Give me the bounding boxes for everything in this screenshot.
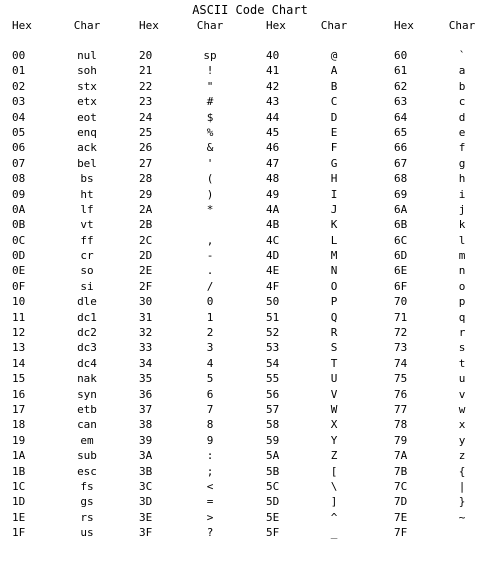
hex-cell: 34 xyxy=(139,356,153,370)
header-hex-3: Hex xyxy=(266,19,286,32)
hex-cell: 38 xyxy=(139,418,153,432)
hex-cell: 0F xyxy=(12,279,26,293)
char-cell: ' xyxy=(206,156,214,170)
hex-cell: 40 xyxy=(266,49,280,62)
char-cell: 2 xyxy=(206,326,214,340)
hex-cell: 5B xyxy=(266,464,280,478)
char-cell: % xyxy=(206,125,214,139)
hex-cell: 46 xyxy=(266,141,280,155)
char-cell: F xyxy=(330,141,338,155)
hex-cell: 33 xyxy=(139,341,153,355)
char-cell: g xyxy=(458,156,466,170)
hex-cell: 52 xyxy=(266,326,280,340)
hex-cell: 36 xyxy=(139,387,153,401)
char-cell: dle xyxy=(77,295,97,309)
hex-cell: 64 xyxy=(394,110,408,124)
char-cell: ; xyxy=(206,464,214,478)
char-cell: H xyxy=(330,172,338,186)
char-cell: ? xyxy=(206,526,214,540)
hex-cell: 4D xyxy=(266,249,280,263)
char-cell: l xyxy=(458,233,466,247)
char-cell: dc2 xyxy=(77,326,97,340)
char-cell: sub xyxy=(77,449,97,463)
table-row xyxy=(0,279,482,294)
hex-cell: 5A xyxy=(266,449,280,463)
char-cell: } xyxy=(458,495,466,509)
char-cell: * xyxy=(206,202,214,216)
char-cell: \ xyxy=(330,479,338,493)
table-row xyxy=(0,294,482,309)
hex-cell: 1A xyxy=(12,449,26,463)
hex-cell: 45 xyxy=(266,125,280,139)
table-row xyxy=(0,110,482,125)
hex-cell: 1D xyxy=(12,495,26,509)
table-header-row xyxy=(0,18,482,34)
char-cell: D xyxy=(330,110,338,124)
hex-cell: 58 xyxy=(266,418,280,432)
char-cell: P xyxy=(330,295,338,309)
hex-cell: 3F xyxy=(139,526,153,540)
hex-cell: 14 xyxy=(12,356,26,370)
char-cell: { xyxy=(458,464,466,478)
char-cell: ! xyxy=(206,64,214,78)
hex-cell: 13 xyxy=(12,341,26,355)
hex-cell: 31 xyxy=(139,310,153,324)
hex-cell: 3A xyxy=(139,449,153,463)
hex-cell: 04 xyxy=(12,110,26,124)
char-cell: J xyxy=(330,202,338,216)
char-cell: M xyxy=(330,249,338,263)
table-row xyxy=(0,48,482,63)
hex-cell: 30 xyxy=(139,295,153,309)
table-row xyxy=(0,448,482,463)
header-char-2: Char xyxy=(196,19,224,32)
hex-cell: 54 xyxy=(266,356,280,370)
hex-cell: 15 xyxy=(12,372,26,386)
hex-cell: 48 xyxy=(266,172,280,186)
hex-cell: 1C xyxy=(12,479,26,493)
char-cell: . xyxy=(206,264,214,278)
hex-cell: 42 xyxy=(266,79,280,93)
hex-cell: 3B xyxy=(139,464,153,478)
hex-cell: 16 xyxy=(12,387,26,401)
char-cell: a xyxy=(458,64,466,78)
hex-cell: 59 xyxy=(266,433,280,447)
hex-cell: 4F xyxy=(266,279,280,293)
hex-cell: 20 xyxy=(139,49,153,62)
hex-cell: 0E xyxy=(12,264,26,278)
char-cell: E xyxy=(330,125,338,139)
table-body xyxy=(0,48,482,541)
hex-cell: 77 xyxy=(394,402,408,416)
char-cell: / xyxy=(206,279,214,293)
char-cell: p xyxy=(458,295,466,309)
char-cell: ( xyxy=(206,172,214,186)
char-cell: bs xyxy=(80,172,94,186)
char-cell: Y xyxy=(330,433,338,447)
char-cell: 6 xyxy=(206,387,214,401)
hex-cell: 2F xyxy=(139,279,153,293)
hex-cell: 7A xyxy=(394,449,408,463)
hex-cell: 6D xyxy=(394,249,408,263)
hex-cell: 0D xyxy=(12,249,26,263)
char-cell: us xyxy=(80,526,94,540)
hex-cell: 03 xyxy=(12,95,26,109)
char-cell: nul xyxy=(77,49,97,62)
table-row xyxy=(0,325,482,340)
hex-cell: 05 xyxy=(12,125,26,139)
char-cell: gs xyxy=(80,495,94,509)
char-cell: , xyxy=(206,233,214,247)
char-cell: y xyxy=(458,433,466,447)
char-cell: | xyxy=(458,479,466,493)
hex-cell: 19 xyxy=(12,433,26,447)
char-cell: W xyxy=(330,402,338,416)
hex-cell: 10 xyxy=(12,295,26,309)
char-cell: # xyxy=(206,95,214,109)
hex-cell: 6F xyxy=(394,279,408,293)
hex-cell: 53 xyxy=(266,341,280,355)
char-cell: syn xyxy=(77,387,97,401)
table-row xyxy=(0,371,482,386)
char-cell: V xyxy=(330,387,338,401)
char-cell: z xyxy=(458,449,466,463)
hex-cell: 65 xyxy=(394,125,408,139)
char-cell: i xyxy=(458,187,466,201)
char-cell: 8 xyxy=(206,418,214,432)
hex-cell: 76 xyxy=(394,387,408,401)
hex-cell: 09 xyxy=(12,187,26,201)
hex-cell: 7B xyxy=(394,464,408,478)
char-cell: v xyxy=(458,387,466,401)
table-row xyxy=(0,94,482,109)
hex-cell: 1B xyxy=(12,464,26,478)
hex-cell: 01 xyxy=(12,64,26,78)
hex-cell: 0C xyxy=(12,233,26,247)
hex-cell: 7F xyxy=(394,526,408,540)
table-row xyxy=(0,233,482,248)
char-cell: enq xyxy=(77,125,97,139)
hex-cell: 67 xyxy=(394,156,408,170)
table-row xyxy=(0,263,482,278)
char-cell: eot xyxy=(77,110,97,124)
hex-cell: 27 xyxy=(139,156,153,170)
header-hex-1: Hex xyxy=(12,19,32,32)
char-cell: [ xyxy=(330,464,338,478)
char-cell: O xyxy=(330,279,338,293)
char-cell: < xyxy=(206,479,214,493)
hex-cell: 25 xyxy=(139,125,153,139)
hex-cell: 2A xyxy=(139,202,153,216)
char-cell: o xyxy=(458,279,466,293)
hex-cell: 23 xyxy=(139,95,153,109)
char-cell: K xyxy=(330,218,338,232)
char-cell: ) xyxy=(206,187,214,201)
table-row xyxy=(0,156,482,171)
char-cell: N xyxy=(330,264,338,278)
char-cell: Z xyxy=(330,449,338,463)
table-row xyxy=(0,125,482,140)
hex-cell: 11 xyxy=(12,310,26,324)
hex-cell: 32 xyxy=(139,326,153,340)
char-cell: @ xyxy=(330,49,338,62)
hex-cell: 4E xyxy=(266,264,280,278)
hex-cell: 00 xyxy=(12,49,26,62)
header-hex-2: Hex xyxy=(139,19,159,32)
table-row xyxy=(0,510,482,525)
char-cell: r xyxy=(458,326,466,340)
table-row xyxy=(0,310,482,325)
hex-cell: 47 xyxy=(266,156,280,170)
hex-cell: 2B xyxy=(139,218,153,232)
char-cell: etx xyxy=(77,95,97,109)
table-row xyxy=(0,525,482,540)
char-cell: = xyxy=(206,495,214,509)
table-row xyxy=(0,140,482,155)
char-cell: ] xyxy=(330,495,338,509)
hex-cell: 12 xyxy=(12,326,26,340)
hex-cell: 62 xyxy=(394,79,408,93)
hex-cell: 69 xyxy=(394,187,408,201)
char-cell: S xyxy=(330,341,338,355)
hex-cell: 4B xyxy=(266,218,280,232)
char-cell: A xyxy=(330,64,338,78)
char-cell: R xyxy=(330,326,338,340)
hex-cell: 3C xyxy=(139,479,153,493)
char-cell: U xyxy=(330,372,338,386)
hex-cell: 22 xyxy=(139,79,153,93)
char-cell: s xyxy=(458,341,466,355)
hex-cell: 3D xyxy=(139,495,153,509)
hex-cell: 57 xyxy=(266,402,280,416)
hex-cell: 28 xyxy=(139,172,153,186)
table-row xyxy=(0,494,482,509)
hex-cell: 7C xyxy=(394,479,408,493)
char-cell: em xyxy=(80,433,94,447)
hex-cell: 1F xyxy=(12,526,26,540)
hex-cell: 5C xyxy=(266,479,280,493)
char-cell: lf xyxy=(80,202,94,216)
hex-cell: 43 xyxy=(266,95,280,109)
hex-cell: 7E xyxy=(394,510,408,524)
hex-cell: 06 xyxy=(12,141,26,155)
hex-cell: 18 xyxy=(12,418,26,432)
hex-cell: 2E xyxy=(139,264,153,278)
char-cell: j xyxy=(458,202,466,216)
char-cell: n xyxy=(458,264,466,278)
table-row xyxy=(0,479,482,494)
hex-cell: 39 xyxy=(139,433,153,447)
hex-cell: 49 xyxy=(266,187,280,201)
table-row xyxy=(0,356,482,371)
hex-cell: 6E xyxy=(394,264,408,278)
table-row xyxy=(0,340,482,355)
hex-cell: 63 xyxy=(394,95,408,109)
hex-cell: 51 xyxy=(266,310,280,324)
char-cell: cr xyxy=(80,249,94,263)
hex-cell: 5E xyxy=(266,510,280,524)
char-cell: si xyxy=(80,279,94,293)
hex-cell: 0A xyxy=(12,202,26,216)
hex-cell: 1E xyxy=(12,510,26,524)
hex-cell: 3E xyxy=(139,510,153,524)
hex-cell: 4A xyxy=(266,202,280,216)
char-cell: m xyxy=(458,249,466,263)
char-cell: $ xyxy=(206,110,214,124)
char-cell: soh xyxy=(77,64,97,78)
hex-cell: 6A xyxy=(394,202,408,216)
header-char-4: Char xyxy=(448,19,476,32)
char-cell: stx xyxy=(77,79,97,93)
hex-cell: 6C xyxy=(394,233,408,247)
char-cell: vt xyxy=(80,218,94,232)
hex-cell: 61 xyxy=(394,64,408,78)
hex-cell: 07 xyxy=(12,156,26,170)
char-cell: w xyxy=(458,402,466,416)
hex-cell: 37 xyxy=(139,402,153,416)
char-cell: ht xyxy=(80,187,94,201)
chart-title: ASCII Code Chart xyxy=(192,3,308,17)
header-char-1: Char xyxy=(73,19,101,32)
hex-cell: 2C xyxy=(139,233,153,247)
hex-cell: 5D xyxy=(266,495,280,509)
hex-cell: 60 xyxy=(394,49,408,62)
hex-cell: 68 xyxy=(394,172,408,186)
char-cell: & xyxy=(206,141,214,155)
hex-cell: 50 xyxy=(266,295,280,309)
char-cell: C xyxy=(330,95,338,109)
hex-cell: 75 xyxy=(394,372,408,386)
char-cell: bel xyxy=(77,156,97,170)
hex-cell: 70 xyxy=(394,295,408,309)
char-cell: rs xyxy=(80,510,94,524)
table-row xyxy=(0,402,482,417)
hex-cell: 5F xyxy=(266,526,280,540)
table-row xyxy=(0,79,482,94)
hex-cell: 02 xyxy=(12,79,26,93)
table-row xyxy=(0,417,482,432)
char-cell: : xyxy=(206,449,214,463)
char-cell: G xyxy=(330,156,338,170)
hex-cell: 73 xyxy=(394,341,408,355)
char-cell: Q xyxy=(330,310,338,324)
char-cell: > xyxy=(206,510,214,524)
header-char-3: Char xyxy=(320,19,348,32)
char-cell: T xyxy=(330,356,338,370)
table-row xyxy=(0,202,482,217)
hex-cell: 71 xyxy=(394,310,408,324)
ascii-table xyxy=(0,18,482,541)
char-cell: can xyxy=(77,418,97,432)
char-cell: f xyxy=(458,141,466,155)
hex-cell: 55 xyxy=(266,372,280,386)
hex-cell: 26 xyxy=(139,141,153,155)
char-cell: 0 xyxy=(206,295,214,309)
table-row xyxy=(0,248,482,263)
hex-cell: 08 xyxy=(12,172,26,186)
char-cell: L xyxy=(330,233,338,247)
hex-cell: 72 xyxy=(394,326,408,340)
char-cell: so xyxy=(80,264,94,278)
header-hex-4: Hex xyxy=(394,19,414,32)
char-cell: t xyxy=(458,356,466,370)
char-cell: d xyxy=(458,110,466,124)
hex-cell: 79 xyxy=(394,433,408,447)
char-cell: I xyxy=(330,187,338,201)
table-row xyxy=(0,217,482,232)
table-row xyxy=(0,171,482,186)
char-cell: k xyxy=(458,218,466,232)
hex-cell: 24 xyxy=(139,110,153,124)
char-cell: fs xyxy=(80,479,94,493)
char-cell: h xyxy=(458,172,466,186)
char-cell: 5 xyxy=(206,372,214,386)
hex-cell: 17 xyxy=(12,402,26,416)
hex-cell: 44 xyxy=(266,110,280,124)
hex-cell: 74 xyxy=(394,356,408,370)
char-cell: 1 xyxy=(206,310,214,324)
table-row xyxy=(0,387,482,402)
char-cell: dc3 xyxy=(77,341,97,355)
char-cell: b xyxy=(458,79,466,93)
char-cell: X xyxy=(330,418,338,432)
char-cell: ack xyxy=(77,141,97,155)
hex-cell: 21 xyxy=(139,64,153,78)
hex-cell: 6B xyxy=(394,218,408,232)
table-row xyxy=(0,63,482,78)
hex-cell: 66 xyxy=(394,141,408,155)
table-row xyxy=(0,464,482,479)
char-cell: 3 xyxy=(206,341,214,355)
char-cell: 7 xyxy=(206,402,214,416)
char-cell: - xyxy=(206,249,214,263)
table-row xyxy=(0,433,482,448)
hex-cell: 7D xyxy=(394,495,408,509)
char-cell: 4 xyxy=(206,356,214,370)
hex-cell: 56 xyxy=(266,387,280,401)
char-cell: sp xyxy=(203,49,217,62)
char-cell: ^ xyxy=(330,510,338,524)
hex-cell: 78 xyxy=(394,418,408,432)
char-cell: x xyxy=(458,418,466,432)
char-cell: u xyxy=(458,372,466,386)
char-cell: e xyxy=(458,125,466,139)
char-cell: ff xyxy=(80,233,94,247)
char-cell: esc xyxy=(77,464,97,478)
char-cell: c xyxy=(458,95,466,109)
char-cell: dc1 xyxy=(77,310,97,324)
char-cell: " xyxy=(206,79,214,93)
hex-cell: 0B xyxy=(12,218,26,232)
char-cell: etb xyxy=(77,402,97,416)
hex-cell: 41 xyxy=(266,64,280,78)
char-cell: ` xyxy=(458,49,466,62)
char-cell: _ xyxy=(330,526,338,540)
hex-cell: 4C xyxy=(266,233,280,247)
hex-cell: 29 xyxy=(139,187,153,201)
char-cell: dc4 xyxy=(77,356,97,370)
table-row xyxy=(0,187,482,202)
char-cell: q xyxy=(458,310,466,324)
hex-cell: 35 xyxy=(139,372,153,386)
char-cell: 9 xyxy=(206,433,214,447)
char-cell: nak xyxy=(77,372,97,386)
char-cell: ~ xyxy=(458,510,466,524)
char-cell: B xyxy=(330,79,338,93)
hex-cell: 2D xyxy=(139,249,153,263)
